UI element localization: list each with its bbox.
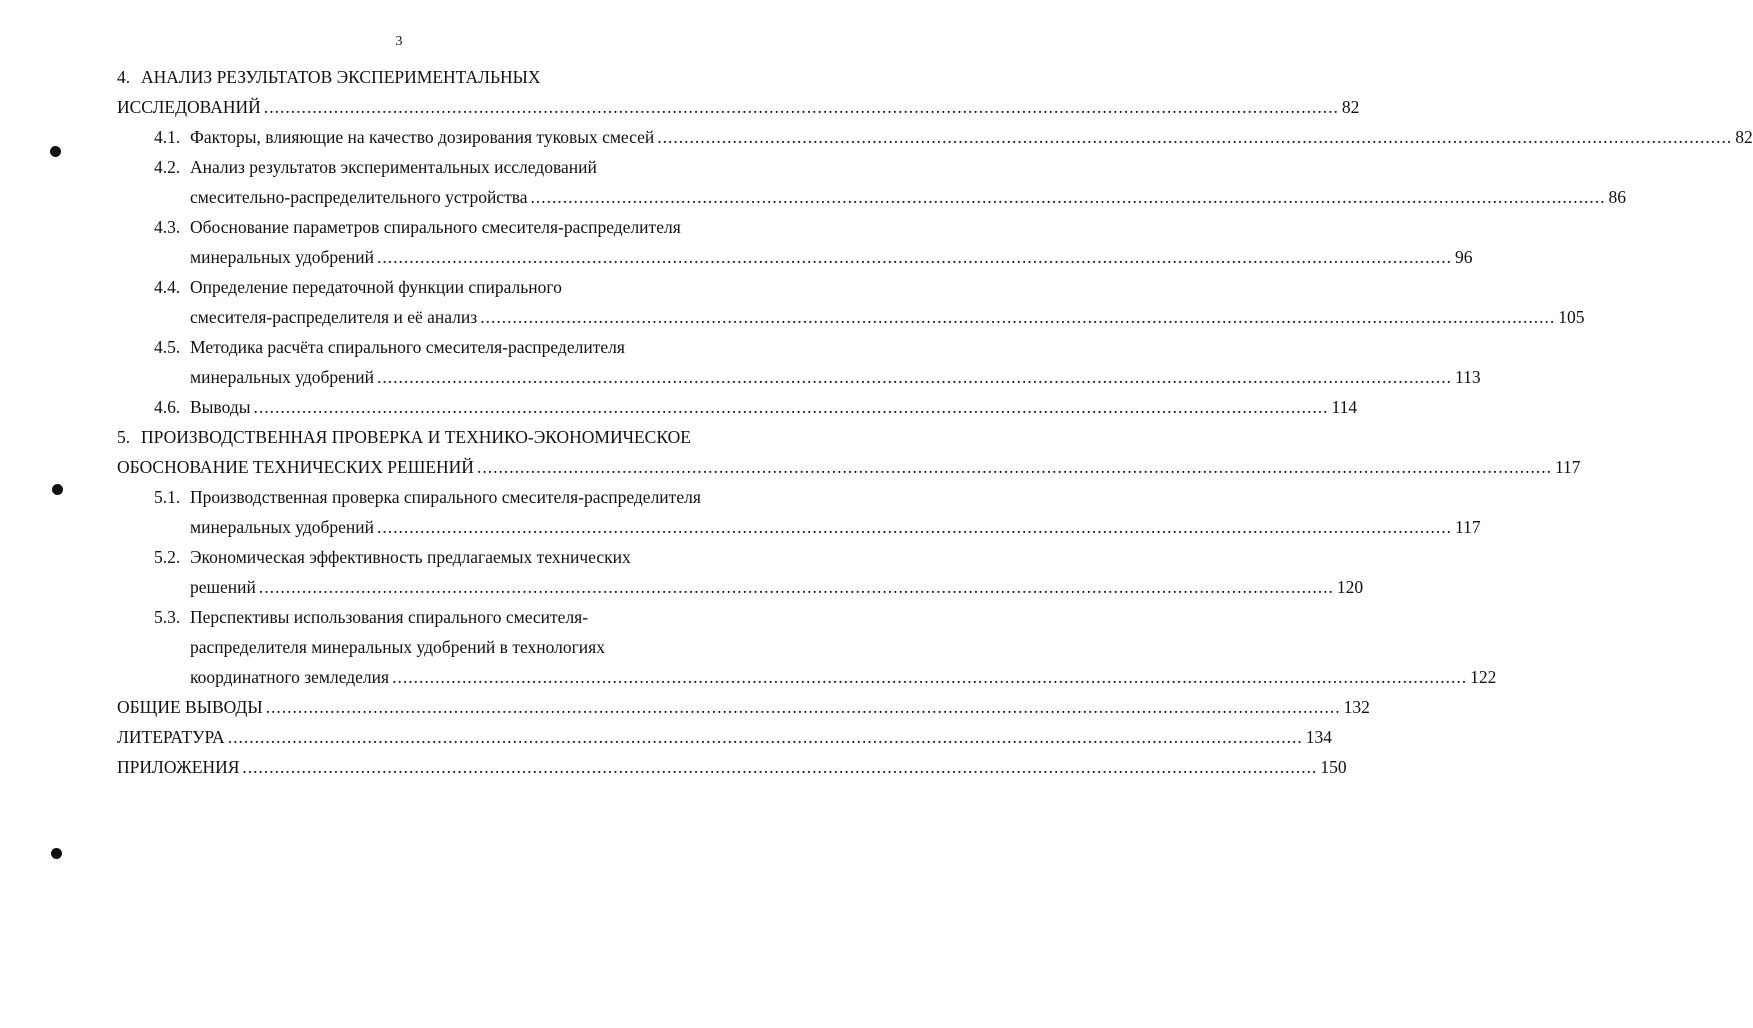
toc-entry-line xyxy=(141,422,691,452)
toc-entry-line xyxy=(190,602,588,632)
binder-hole-mark xyxy=(50,146,61,157)
toc-entry-line xyxy=(190,182,1627,212)
toc-page-number: 96 xyxy=(1455,247,1473,267)
toc-entry-line xyxy=(190,122,1753,152)
toc-entry-line xyxy=(190,482,701,512)
toc-entry-number: 4.3. xyxy=(154,217,181,237)
toc-entry-line xyxy=(190,212,681,242)
toc-entry-title: Производственная проверка спирального смесителя-распределителя xyxy=(190,487,701,507)
toc-entry-title: смесительно-распределительного устройства xyxy=(190,187,528,207)
toc-entry-line xyxy=(141,62,541,92)
toc-entry-line xyxy=(190,332,625,362)
toc-page-number: 117 xyxy=(1554,457,1581,477)
toc-entry-line xyxy=(190,242,1473,272)
toc-entry-title: ИССЛЕДОВАНИЙ xyxy=(117,97,261,117)
toc-entry-title: Выводы xyxy=(190,397,251,417)
toc-page-number: 120 xyxy=(1336,577,1364,597)
toc-entry-line xyxy=(190,152,597,182)
toc-entry-title: Анализ результатов экспериментальных исследований xyxy=(190,157,597,177)
page-number: 3 xyxy=(395,34,403,49)
toc-leader-dots: ........................................................................................................................................................................................................ xyxy=(377,247,1453,267)
toc-entry-line xyxy=(117,452,1581,482)
toc-entry-title: минеральных удобрений xyxy=(190,247,375,267)
toc-entry-line xyxy=(190,302,1585,332)
toc-entry-line xyxy=(117,752,1347,782)
toc-entry-title: минеральных удобрений xyxy=(190,517,375,537)
toc-page-number: 117 xyxy=(1455,517,1481,537)
toc-leader-dots: ........................................................................................................................................................................................................ xyxy=(263,97,1339,117)
toc-page-number: 113 xyxy=(1455,367,1481,387)
binder-hole-mark xyxy=(51,848,62,859)
binder-hole-mark xyxy=(52,484,63,495)
toc-entry-number: 4.6. xyxy=(154,397,181,417)
toc-entry-title: Определение передаточной функции спирального xyxy=(190,277,562,297)
toc-entry-number: 4.4. xyxy=(154,277,181,297)
toc-entry-number: 4. xyxy=(117,67,131,87)
toc-entry-number: 4.5. xyxy=(154,337,181,357)
toc-entry-title: распределителя минеральных удобрений в технологиях xyxy=(190,637,605,657)
toc-entry-title: Обоснование параметров спирального смесителя-распределителя xyxy=(190,217,681,237)
toc-entry-number: 5.1. xyxy=(154,487,181,507)
toc-leader-dots: ........................................................................................................................................................................................................ xyxy=(242,757,1318,777)
toc-entry-title: ПРОИЗВОДСТВЕННАЯ ПРОВЕРКА И ТЕХНИКО-ЭКОНОМИЧЕСКОЕ xyxy=(141,427,691,447)
toc-entry-number: 4.1. xyxy=(154,127,181,147)
toc-entry-number: 5.2. xyxy=(154,547,181,567)
toc-leader-dots: ........................................................................................................................................................................................................ xyxy=(392,667,1468,687)
toc-page-number: 134 xyxy=(1305,727,1332,747)
toc-leader-dots: ........................................................................................................................................................................................................ xyxy=(530,187,1606,207)
toc-entry-title: ОБЩИЕ ВЫВОДЫ xyxy=(117,697,263,717)
toc-page-number: 132 xyxy=(1343,697,1370,717)
toc-leader-dots: ........................................................................................................................................................................................................ xyxy=(476,457,1552,477)
toc-entry-title: ПРИЛОЖЕНИЯ xyxy=(117,757,240,777)
toc-page-number: 82 xyxy=(1735,127,1753,147)
toc-entry-title: АНАЛИЗ РЕЗУЛЬТАТОВ ЭКСПЕРИМЕНТАЛЬНЫХ xyxy=(141,67,541,87)
toc-entry-line xyxy=(190,632,605,662)
toc-entry-line xyxy=(117,722,1332,752)
toc-entry-number: 4.2. xyxy=(154,157,181,177)
toc-entry-line xyxy=(117,692,1370,722)
toc-entry-title: ЛИТЕРАТУРА xyxy=(117,727,225,747)
toc-entry-line xyxy=(190,272,562,302)
toc-leader-dots: ........................................................................................................................................................................................................ xyxy=(480,307,1556,327)
toc-leader-dots: ........................................................................................................................................................................................................ xyxy=(377,517,1453,537)
toc-leader-dots: ........................................................................................................................................................................................................ xyxy=(657,127,1733,147)
toc-leader-dots: ........................................................................................................................................................................................................ xyxy=(258,577,1334,597)
toc-entry-title: Перспективы использования спирального смесителя- xyxy=(190,607,589,627)
toc-page-number: 86 xyxy=(1608,187,1627,207)
toc-leader-dots: ........................................................................................................................................................................................................ xyxy=(253,397,1329,417)
toc-entry-title: минеральных удобрений xyxy=(190,367,375,387)
toc-entry-title: Факторы, влияющие на качество дозирования туковых смесей xyxy=(190,127,655,147)
toc-page-number: 105 xyxy=(1558,307,1585,327)
toc-entry-title: решений xyxy=(190,577,256,597)
toc-entry-line xyxy=(190,662,1497,692)
toc-entry-line xyxy=(190,392,1358,422)
toc-entry-title: координатного земледелия xyxy=(190,667,390,687)
toc-entry-number: 5. xyxy=(117,427,131,447)
toc-entry-line xyxy=(190,512,1481,542)
toc-entry-line xyxy=(117,92,1360,122)
toc-page-number: 114 xyxy=(1331,397,1358,417)
toc-leader-dots: ........................................................................................................................................................................................................ xyxy=(377,367,1453,387)
toc-entry-number: 5.3. xyxy=(154,607,181,627)
toc-leader-dots: ........................................................................................................................................................................................................ xyxy=(265,697,1341,717)
toc-entry-line xyxy=(190,542,631,572)
toc-page-number: 122 xyxy=(1470,667,1497,687)
toc-entry-title: Методика расчёта спирального смесителя-распределителя xyxy=(190,337,625,357)
toc-leader-dots: ........................................................................................................................................................................................................ xyxy=(227,727,1303,747)
toc-page-number: 82 xyxy=(1341,97,1360,117)
toc-entry-title: ОБОСНОВАНИЕ ТЕХНИЧЕСКИХ РЕШЕНИЙ xyxy=(117,457,474,477)
toc-entry-title: Экономическая эффективность предлагаемых технических xyxy=(190,547,631,567)
toc-entry-line xyxy=(190,362,1481,392)
toc-entry-line xyxy=(190,572,1364,602)
toc-page-number: 150 xyxy=(1320,757,1347,777)
toc-entry-title: смесителя-распределителя и её анализ xyxy=(190,307,478,327)
